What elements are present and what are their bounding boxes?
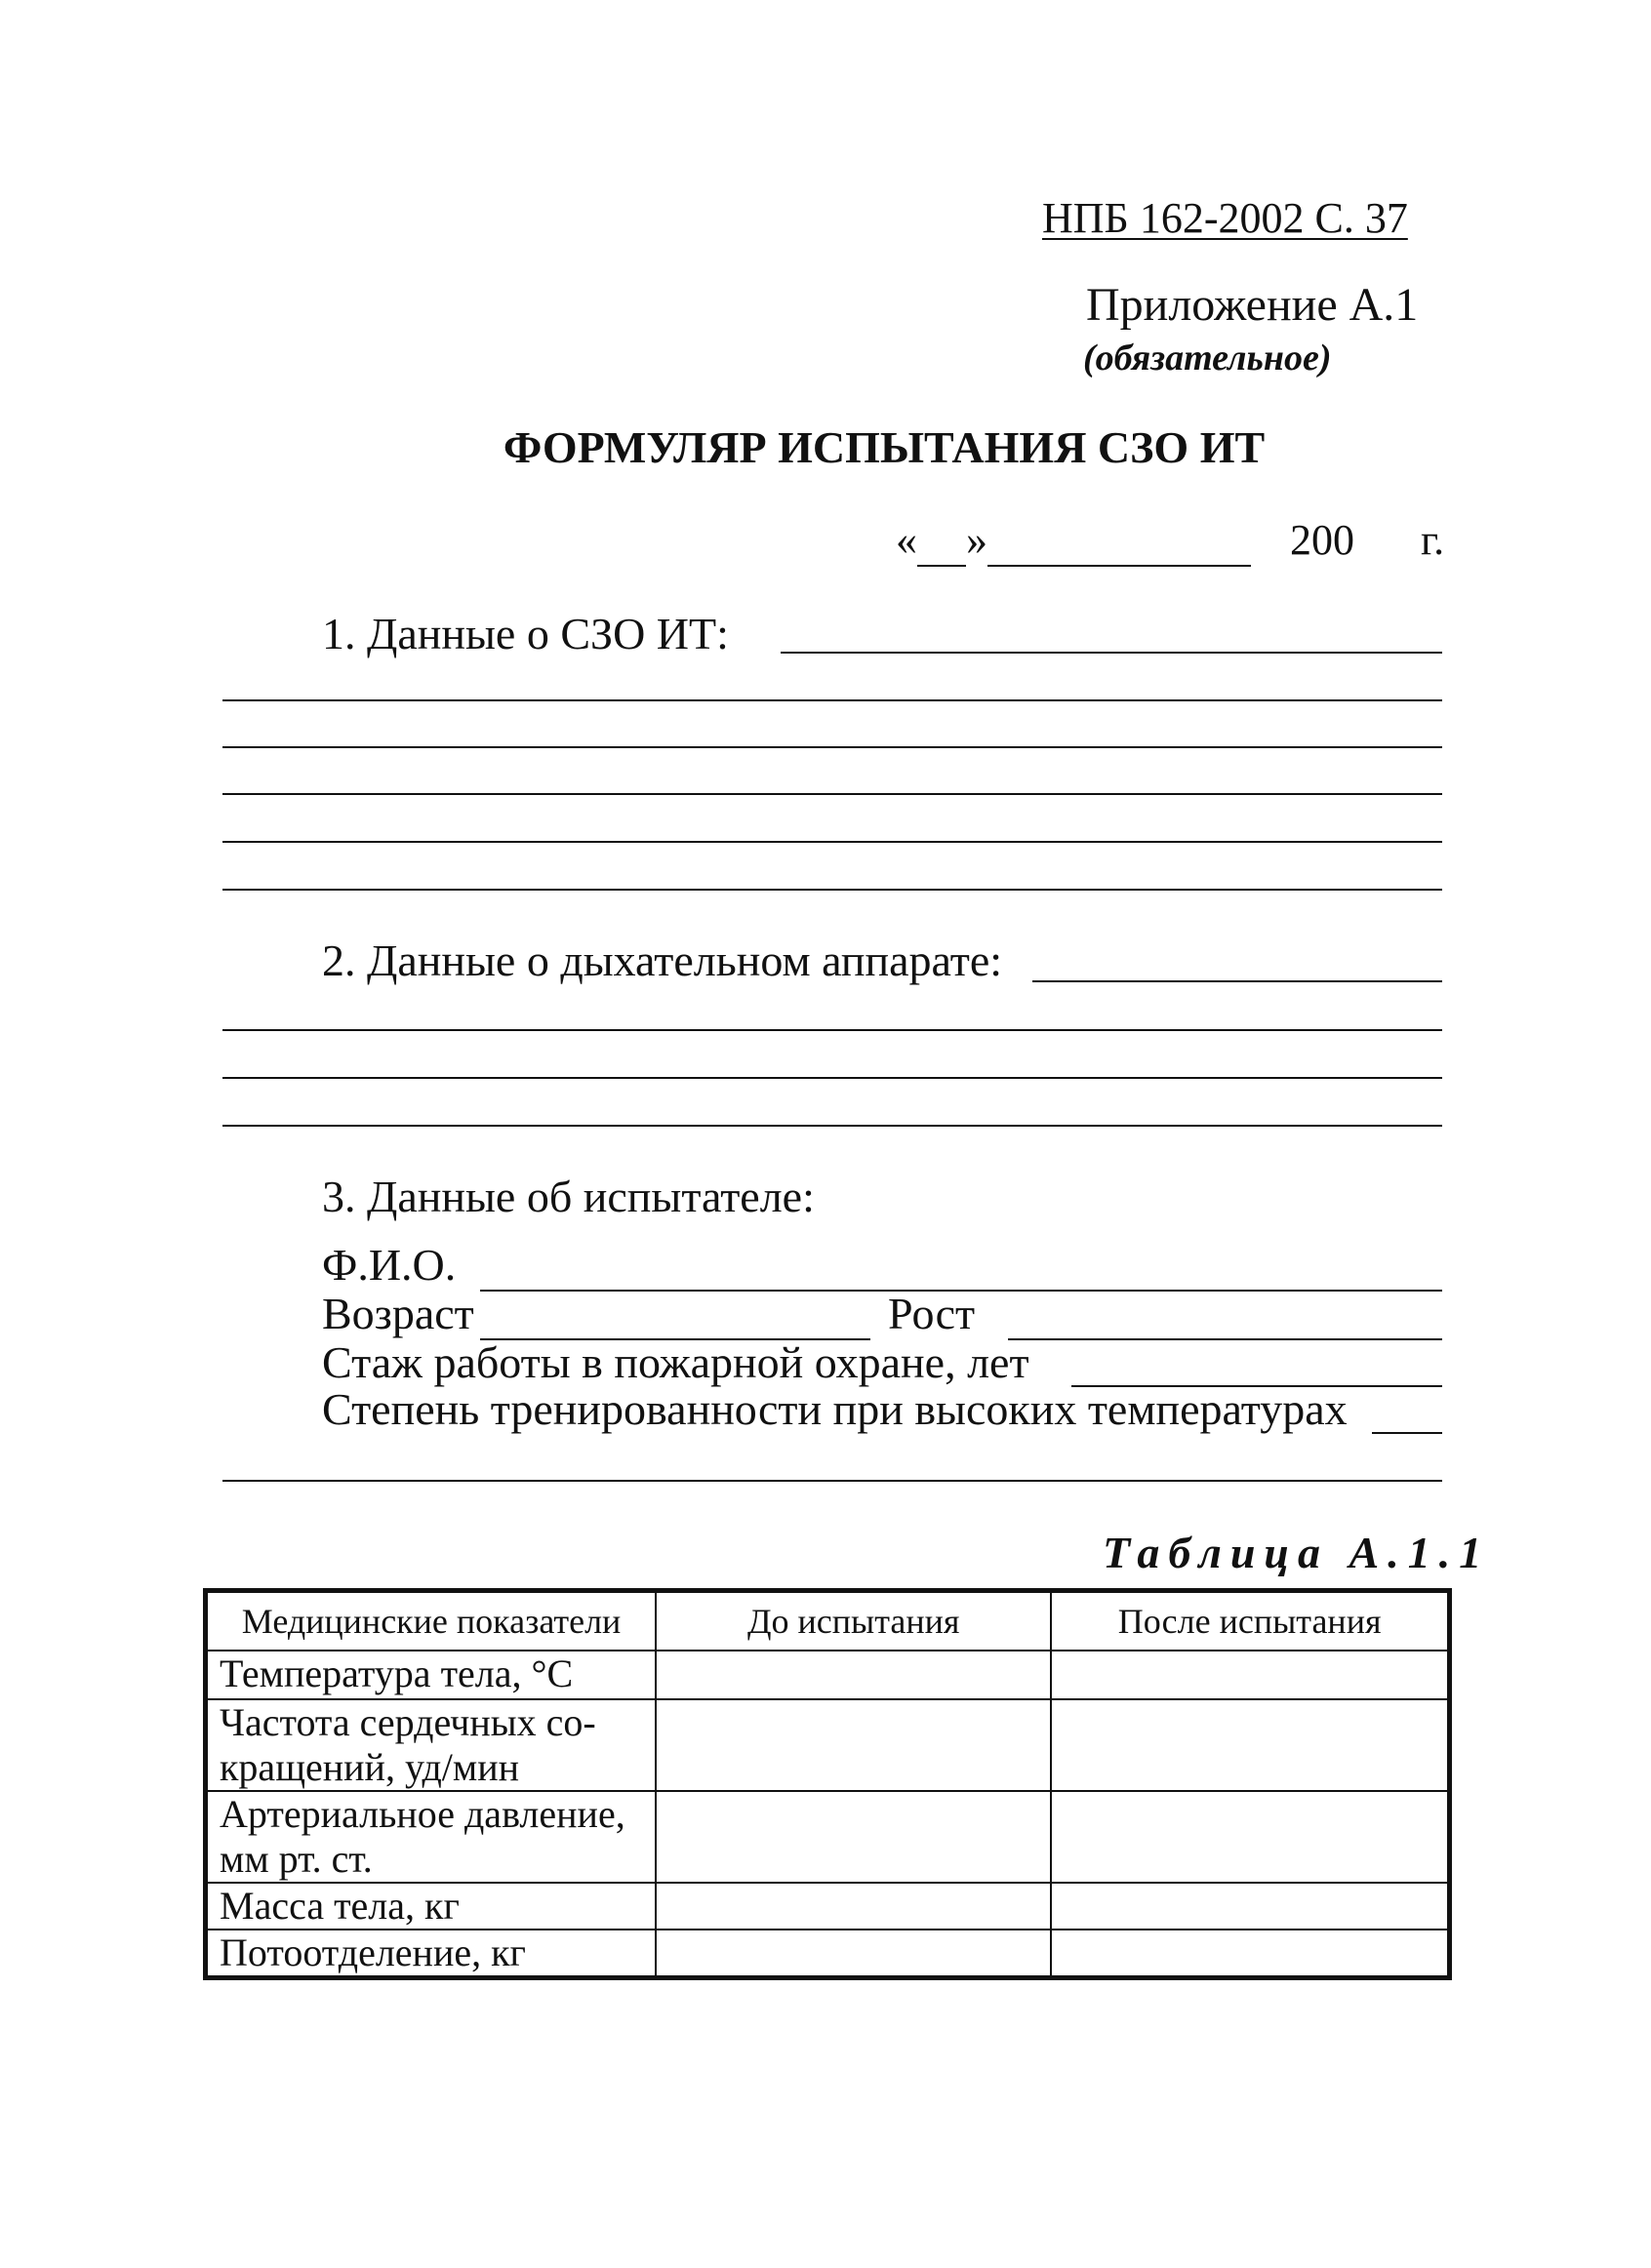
header-after-test: После испытания [1051, 1591, 1449, 1651]
cell-after[interactable] [1051, 1930, 1449, 1978]
form-title: ФОРМУЛЯР ИСПЫТАНИЯ СЗО ИТ [503, 422, 1266, 472]
age-label: Возраст [322, 1289, 474, 1338]
table-row [206, 1791, 1450, 1883]
appendix-title: Приложение А.1 [1086, 279, 1419, 331]
section-1-line-4[interactable] [222, 793, 1442, 795]
height-field[interactable] [1008, 1338, 1442, 1340]
cell-after[interactable] [1051, 1651, 1449, 1699]
cell-after[interactable] [1051, 1791, 1449, 1883]
row-label-body-mass: Масса тела, кг [206, 1883, 657, 1930]
cell-before[interactable] [656, 1883, 1051, 1930]
cell-after[interactable] [1051, 1699, 1449, 1791]
section-2-line-2[interactable] [222, 1029, 1442, 1031]
section-1-line-5[interactable] [222, 841, 1442, 843]
experience-label: Стаж работы в пожарной охране, лет [322, 1337, 1029, 1387]
table-row [206, 1699, 1450, 1791]
section-1-line-1[interactable] [781, 652, 1442, 654]
year-suffix: г. [1421, 516, 1445, 564]
training-label: Степень тренированности при высоких температурах [322, 1384, 1348, 1434]
cell-before[interactable] [656, 1791, 1051, 1883]
row-label-heart-rate: Частота сердечных со- кращений, уд/мин [206, 1699, 657, 1791]
training-field-2[interactable] [222, 1480, 1442, 1482]
header-before-test: До испытания [656, 1591, 1051, 1651]
section-2-label: 2. Данные о дыхательном аппарате: [322, 935, 1003, 985]
cell-before[interactable] [656, 1930, 1051, 1978]
row-label-sweating: Потоотделение, кг [206, 1930, 657, 1978]
section-1-line-6[interactable] [222, 889, 1442, 891]
table-caption: Таблица А.1.1 [1103, 1528, 1491, 1577]
quote-close: » [966, 516, 987, 564]
section-1-label: 1. Данные о СЗО ИТ: [322, 609, 729, 658]
table-row [206, 1883, 1450, 1930]
header-indicators: Медицинские показатели [206, 1591, 657, 1651]
section-3-label: 3. Данные об испытателе: [322, 1172, 815, 1221]
row-label-blood-pressure: Артериальное давление, мм рт. ст. [206, 1791, 657, 1883]
medical-indicators-table [203, 1588, 1452, 1980]
cell-after[interactable] [1051, 1883, 1449, 1930]
section-1-line-3[interactable] [222, 746, 1442, 748]
table-row [206, 1930, 1450, 1978]
day-blank[interactable] [917, 515, 966, 567]
height-label: Рост [888, 1289, 976, 1338]
year-prefix: 200 [1290, 516, 1354, 564]
section-2-line-4[interactable] [222, 1125, 1442, 1127]
appendix-status: (обязательное) [1083, 338, 1332, 378]
section-2-line-3[interactable] [222, 1077, 1442, 1079]
table-row [206, 1651, 1450, 1699]
row-label-temperature: Температура тела, °С [206, 1651, 657, 1699]
training-field-1[interactable] [1372, 1432, 1442, 1434]
document-reference: НПБ 162-2002 С. 37 [1042, 194, 1408, 242]
cell-before[interactable] [656, 1699, 1051, 1791]
quote-open: « [896, 516, 917, 564]
table-header-row [206, 1591, 1450, 1651]
fio-label: Ф.И.О. [322, 1240, 457, 1290]
section-1-line-2[interactable] [222, 699, 1442, 701]
month-blank[interactable] [987, 515, 1251, 567]
cell-before[interactable] [656, 1651, 1051, 1699]
date-line [896, 515, 1251, 567]
section-2-line-1[interactable] [1032, 980, 1442, 982]
